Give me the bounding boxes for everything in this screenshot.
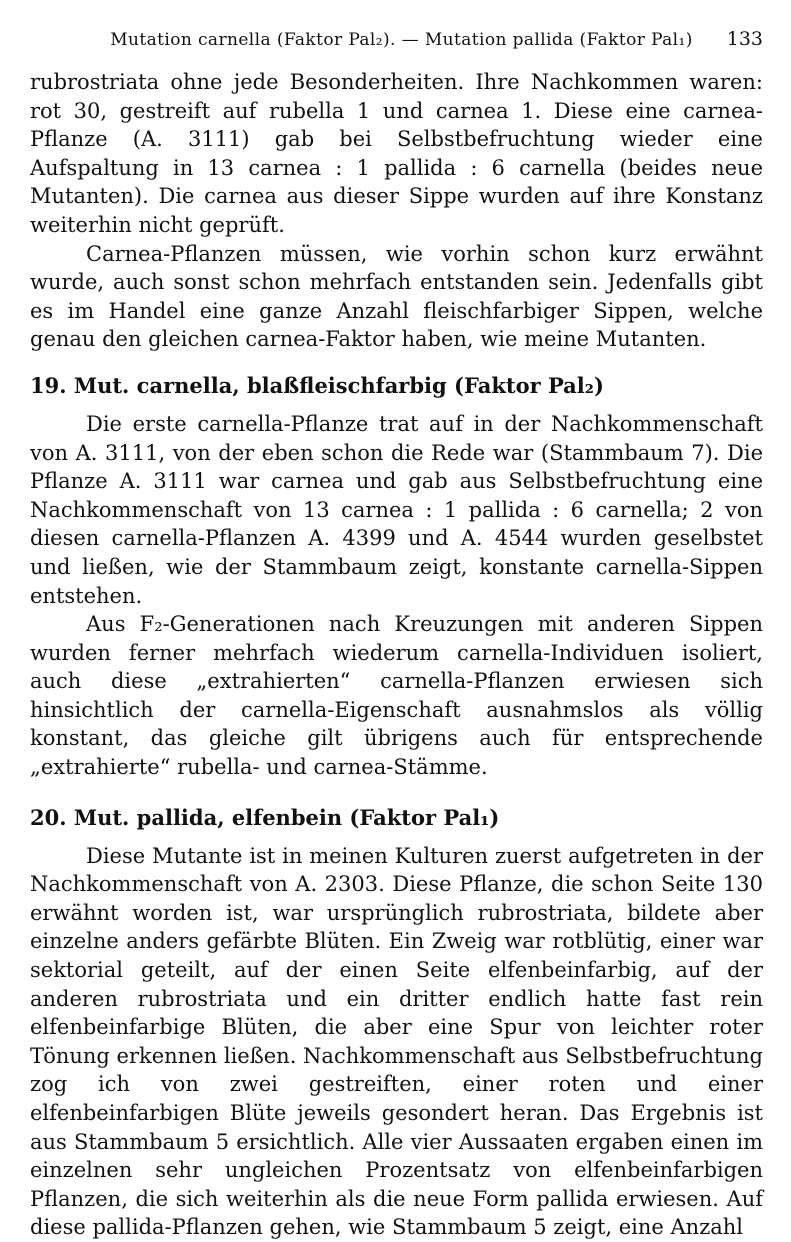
running-head xyxy=(30,28,763,68)
page-number: 133 xyxy=(726,28,763,50)
section-heading-19: 19. Mut. carnella, blaßfleischfarbig (Faktor Pal₂) xyxy=(30,372,604,398)
paragraph-20-1: Diese Mutante ist in meinen Kulturen zuerst aufgetreten in der Nachkommenschaft von A. 2303. Diese Pflanze, die schon Seite 130 erwähnt worden ist, war ursprünglich rubrostriata, bildete aber einzelne anders gefärbte Blüten. Ein Zweig war rotblütig, einer war sektorial geteilt, auf der einen Seite elfenbeinfarbig, auf der anderen rubrostriata und ein dritter endlich hatte fast rein elfenbeinfarbige Blüten, die aber eine Spur von leichter roter Tönung erkennen ließen. Nachkommenschaft aus Selbstbefruchtung zog ich von zwei gestreiften, einer roten und einer elfenbeinfarbigen Blüte jeweils gesondert heran. Das Ergebnis ist aus Stammbaum 5 ersichtlich. Alle vier Aussaaten ergaben einen im einzelnen sehr ungleichen Prozentsatz von elfenbeinfarbigen Pflanzen, die sich weiterhin als die neue Form pallida erwiesen. Auf diese pallida-Pflanzen gehen, wie Stammbaum 5 zeigt, eine Anzahl xyxy=(30,843,763,1240)
paragraph-19-1: Die erste carnella-Pflanze trat auf in der Nachkommenschaft von A. 3111, von der eben schon die Rede war (Stammbaum 7). Die Pflanze A. 3111 war carnea und gab aus Selbstbefruchtung eine Nachkommenschaft von 13 carnea : 1 pallida : 6 carnella; 2 von diesen carnella-Pflanzen A. 4399 und A. 4544 wurden geselbstet und ließen, wie der Stammbaum zeigt, konstante carnella-Sippen entstehen. xyxy=(30,411,763,608)
paragraph-intro-2: Carnea-Pflanzen müssen, wie vorhin schon kurz erwähnt wurde, auch sonst schon mehrfach entstanden sein. Jedenfalls gibt es im Handel eine ganze Anzahl fleischfarbiger Sippen, welche genau den gleichen carnea-Faktor haben, wie meine Mutanten. xyxy=(30,241,763,352)
paragraph-19-2: Aus F₂-Generationen nach Kreuzungen mit anderen Sippen wurden ferner mehrfach wiederum carnella-Individuen isoliert, auch diese „extrahierten“ carnella-Pflanzen erwiesen sich hinsichtlich der carnella-Eigenschaft ausnahmslos als völlig konstant, das gleiche gilt übrigens auch für entsprechende „extrahierte“ rubella- und carnea-Stämme. xyxy=(30,612,763,780)
paragraph-intro-1: rubrostriata ohne jede Besonderheiten. Ihre Nachkommen waren: rot 30, gestreift auf rubella 1 und carnea 1. Diese eine carnea-Pflanze (A. 3111) gab bei Selbstbefruchtung wieder eine Aufspaltung in 13 carnea : 1 pallida : 6 carnella (beides neue Mutanten). Die carnea aus dieser Sippe wurden auf ihre Konstanz weiterhin nicht geprüft. xyxy=(30,70,763,237)
running-title: Mutation carnella (Faktor Pal₂). — Mutation pallida (Faktor Pal₁) xyxy=(110,30,693,50)
section-heading-20: 20. Mut. pallida, elfenbein (Faktor Pal₁) xyxy=(30,804,500,830)
